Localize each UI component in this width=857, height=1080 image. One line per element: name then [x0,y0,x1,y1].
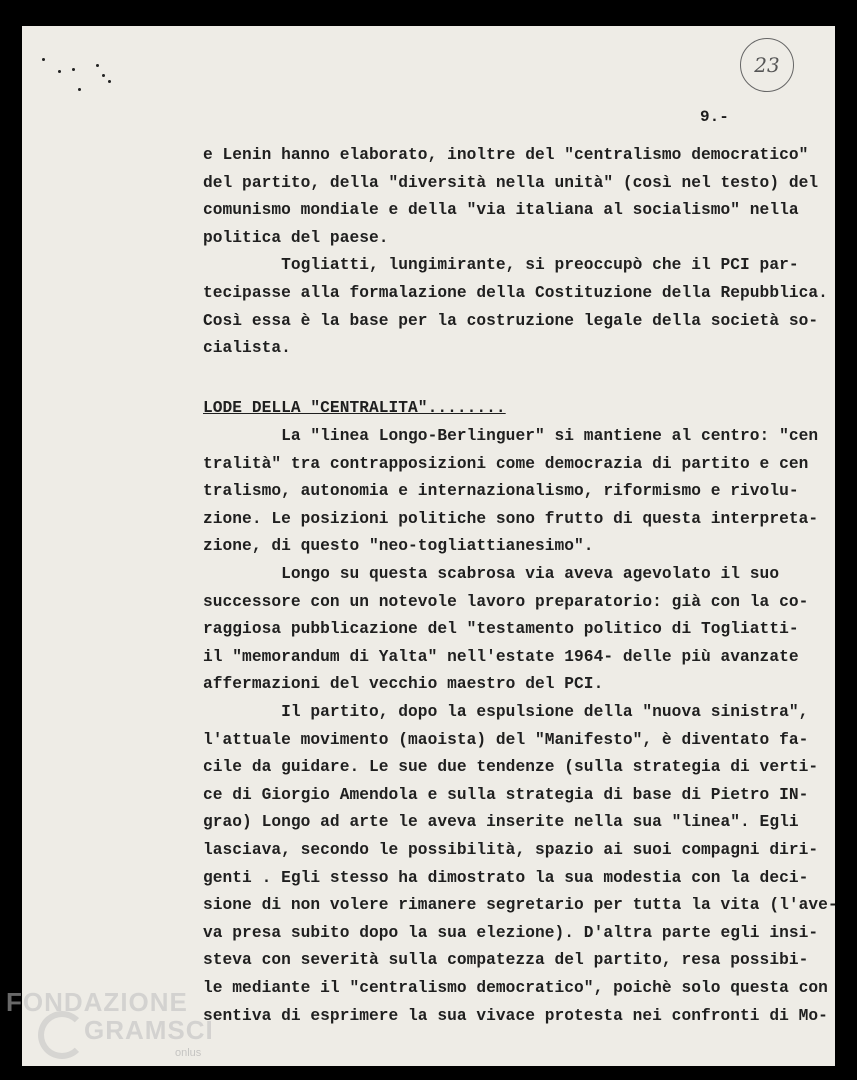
text-line: Togliatti, lungimirante, si preoccupò che il PCI par- [203,256,799,275]
text-line: cialista. [203,339,291,358]
text-line: il "memorandum di Yalta" nell'estate 1964- delle più avanzate [203,647,799,666]
text-line: l'attuale movimento (maoista) del "Manifesto", è diventato fa- [203,730,809,749]
watermark-line2: GRAMSCI [84,1015,214,1045]
watermark-suffix: onlus [175,1047,202,1059]
text-line: Il partito, dopo la espulsione della "nuova sinistra", [203,703,809,721]
text-line: sentiva di esprimere la sua vivace protesta nei confronti di Mo- [203,1006,828,1025]
text-line: LODE DELLA "CENTRALITA"........ [203,399,506,418]
text-line: comunismo mondiale e della "via italiana al socialismo" nella [203,201,799,220]
text-line: affermazioni del vecchio maestro del PCI. [203,675,604,694]
page-number: 9.- [700,108,729,126]
text-line: La "linea Longo-Berlinguer" si mantiene al centro: "cen [203,427,819,445]
text-line: cile da guidare. Le sue due tendenze (sulla strategia di verti- [203,758,819,777]
text-line: sione di non volere rimanere segretario per tutta la vita (l'ave- [203,896,838,915]
text-line: del partito, della "diversità nella unità" (così nel testo) del [203,173,819,192]
text-line: successore con un notevole lavoro preparatorio: già con la co- [203,592,809,611]
text-line: tecipasse alla formalazione della Costituzione della Repubblica. [203,284,828,302]
text-line: va presa subito dopo la sua elezione). D'altra parte egli insi- [203,923,819,942]
watermark-line1: FONDAZIONE [6,987,188,1017]
text-line: zione. Le posizioni politiche sono frutto di questa interpreta- [203,509,819,528]
text-line: grao) Longo ad arte le aveva inserite nella sua "linea". Egli [203,813,799,832]
text-line: e Lenin hanno elaborato, inoltre del "centralismo democratico" [203,146,809,164]
text-line: zione, di questo "neo-togliattianesimo". [203,537,594,556]
text-line: steva con severità sulla compatezza del partito, resa possibi- [203,951,809,970]
text-line: Così essa è la base per la costruzione legale della società so- [203,311,819,330]
text-line: ce di Giorgio Amendola e sulla strategia di base di Pietro IN- [203,785,809,804]
text-line: lasciava, secondo le possibilità, spazio ai suoi compagni diri- [203,841,819,859]
text-line: tralità" tra contrapposizioni come democrazia di partito e cen [203,454,809,473]
text-line: tralismo, autonomia e internazionalismo, riformismo e rivolu- [203,482,799,501]
circled-folio-number: 23 [740,38,794,92]
text-line: politica del paese. [203,228,389,247]
text-line: le mediante il "centralismo democratico", poichè solo questa con [203,979,828,997]
margin-marks [40,56,120,96]
text-line: raggiosa pubblicazione del "testamento politico di Togliatti- [203,620,799,639]
text-line: Longo su questa scabrosa via aveva agevolato il suo [203,565,780,583]
text-line: genti . Egli stesso ha dimostrato la sua modestia con la deci- [203,868,809,887]
